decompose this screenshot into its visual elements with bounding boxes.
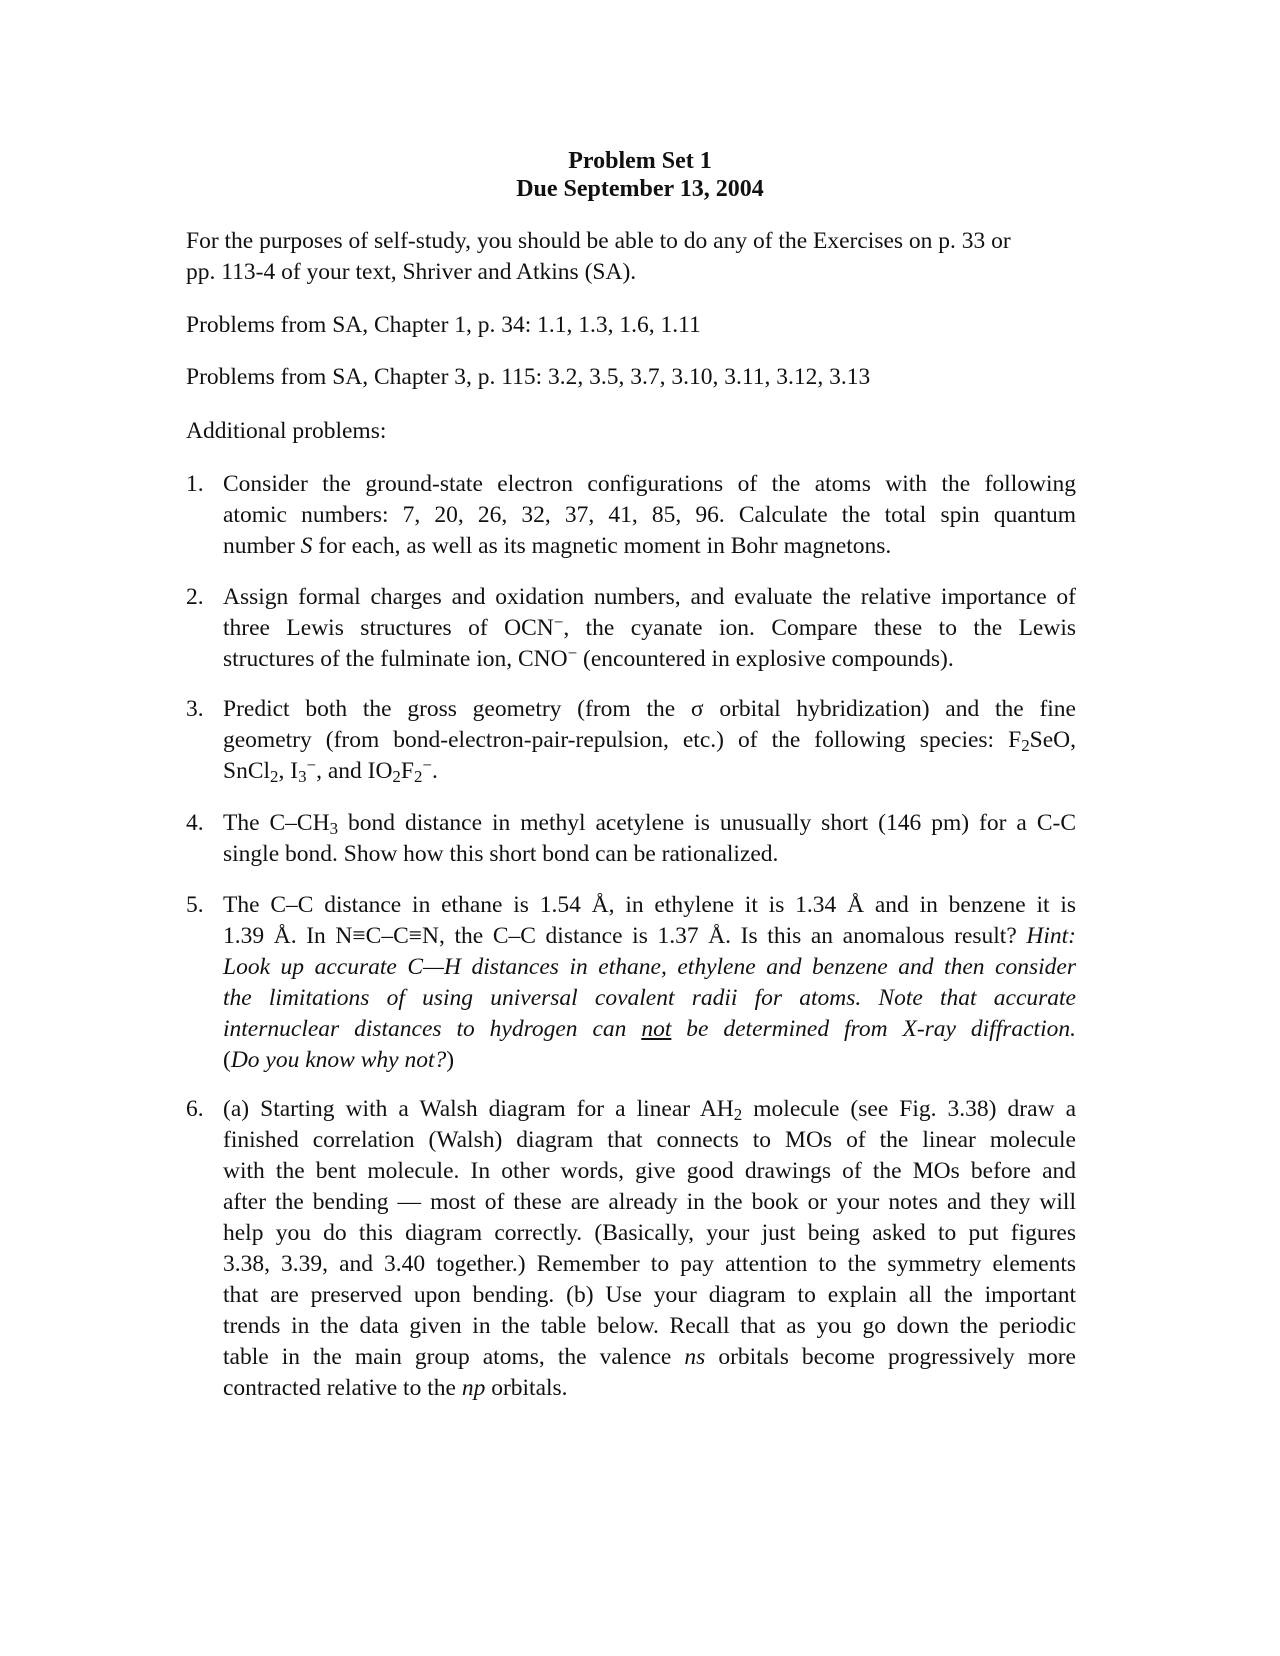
intro-paragraph <box>186 226 1076 288</box>
problem-number: 5. <box>186 892 204 918</box>
text-line: Consider the ground-state electron configurations of the atoms with the following <box>223 471 1076 497</box>
intro-line: pp. 113-4 of your text, Shriver and Atkins (SA). <box>186 259 637 285</box>
text-line: The C–C distance in ethane is 1.54 Å, in ethylene it is 1.34 Å and in benzene it is <box>223 892 1076 918</box>
text-line: trends in the data given in the table below. Recall that as you go down the periodic <box>223 1313 1076 1339</box>
text-line: finished correlation (Walsh) diagram that connects to MOs of the linear molecule <box>223 1127 1076 1153</box>
problem-text <box>223 469 1076 562</box>
problem-number: 2. <box>186 584 204 610</box>
chapter1-problems: Problems from SA, Chapter 1, p. 34: 1.1, 1.3, 1.6, 1.11 <box>186 312 701 338</box>
text-line: after the bending — most of these are already in the book or your notes and they will <box>223 1189 1076 1215</box>
problem-number: 6. <box>186 1096 204 1122</box>
text-line: 3.38, 3.39, and 3.40 together.) Remember to pay attention to the symmetry elements <box>223 1251 1076 1277</box>
problem-text <box>223 890 1076 1076</box>
text-line: Predict both the gross geometry (from the σ orbital hybridization) and the fine <box>223 696 1076 722</box>
text-line: geometry (from bond-electron-pair-repulsion, etc.) of the following species: $F_2SeO$, <box>223 727 1076 756</box>
problem-text <box>223 694 1076 787</box>
problem-text <box>223 808 1076 870</box>
text-line: contracted relative to the np orbitals. <box>223 1375 568 1401</box>
text-line: help you do this diagram correctly. (Basically, your just being asked to put figures <box>223 1220 1076 1246</box>
text-line: SnCl$_2$, $I_3^-$, and $IO_2F_2^-$. <box>223 755 438 787</box>
problem-text <box>223 582 1076 675</box>
text-line: The $C-CH_3$ bond distance in methyl acetylene is unusually short (146 pm) for a C-C <box>223 810 1077 839</box>
problem-number: 3. <box>186 696 204 722</box>
problem-number: 1. <box>186 471 204 497</box>
text-line: internuclear distances to hydrogen can not be determined from X-ray diffraction. <box>223 1016 1076 1042</box>
additional-problems-heading: Additional problems: <box>186 418 387 444</box>
text-line: Assign formal charges and oxidation numbers, and evaluate the relative importance of <box>223 584 1076 610</box>
text-line: with the bent molecule. In other words, give good drawings of the MOs before and <box>223 1158 1076 1184</box>
text-line: atomic numbers: 7, 20, 26, 32, 37, 41, 85, 96. Calculate the total spin quantum <box>223 502 1076 528</box>
intro-line: For the purposes of self-study, you should be able to do any of the Exercises on p. 33 or <box>186 228 1011 254</box>
text-line: that are preserved upon bending. (b) Use your diagram to explain all the important <box>223 1282 1076 1308</box>
chapter3-problems: Problems from SA, Chapter 3, p. 115: 3.2, 3.5, 3.7, 3.10, 3.11, 3.12, 3.13 <box>186 364 871 390</box>
text-line: 1.39 Å. In N≡C–C≡N, the C–C distance is 1.37 Å. Is this an anomalous result? Hint: <box>223 923 1076 949</box>
page-title: Problem Set 1 <box>568 148 712 174</box>
due-date: Due September 13, 2004 <box>516 176 764 202</box>
text-line: Look up accurate C—H distances in ethane, ethylene and benzene and then consider <box>223 954 1076 980</box>
text-line: (Do you know why not?) <box>223 1047 455 1073</box>
problem-number: 4. <box>186 810 204 836</box>
text-line: number S for each, as well as its magnetic moment in Bohr magnetons. <box>223 533 892 559</box>
text-line: structures of the fulminate ion, CNO− (encountered in explosive compounds). <box>223 643 954 672</box>
text-line: single bond. Show how this short bond can be rationalized. <box>223 841 779 867</box>
problem-text <box>223 1094 1076 1404</box>
text-line: the limitations of using universal covalent radii for atoms. Note that accurate <box>223 985 1076 1011</box>
text-line: table in the main group atoms, the valence ns orbitals become progressively more <box>223 1344 1076 1370</box>
text-line: (a) Starting with a Walsh diagram for a linear $AH_2$ molecule (see Fig. 3.38) draw a <box>223 1096 1076 1125</box>
text-line: three Lewis structures of OCN−, the cyanate ion. Compare these to the Lewis <box>223 612 1076 641</box>
